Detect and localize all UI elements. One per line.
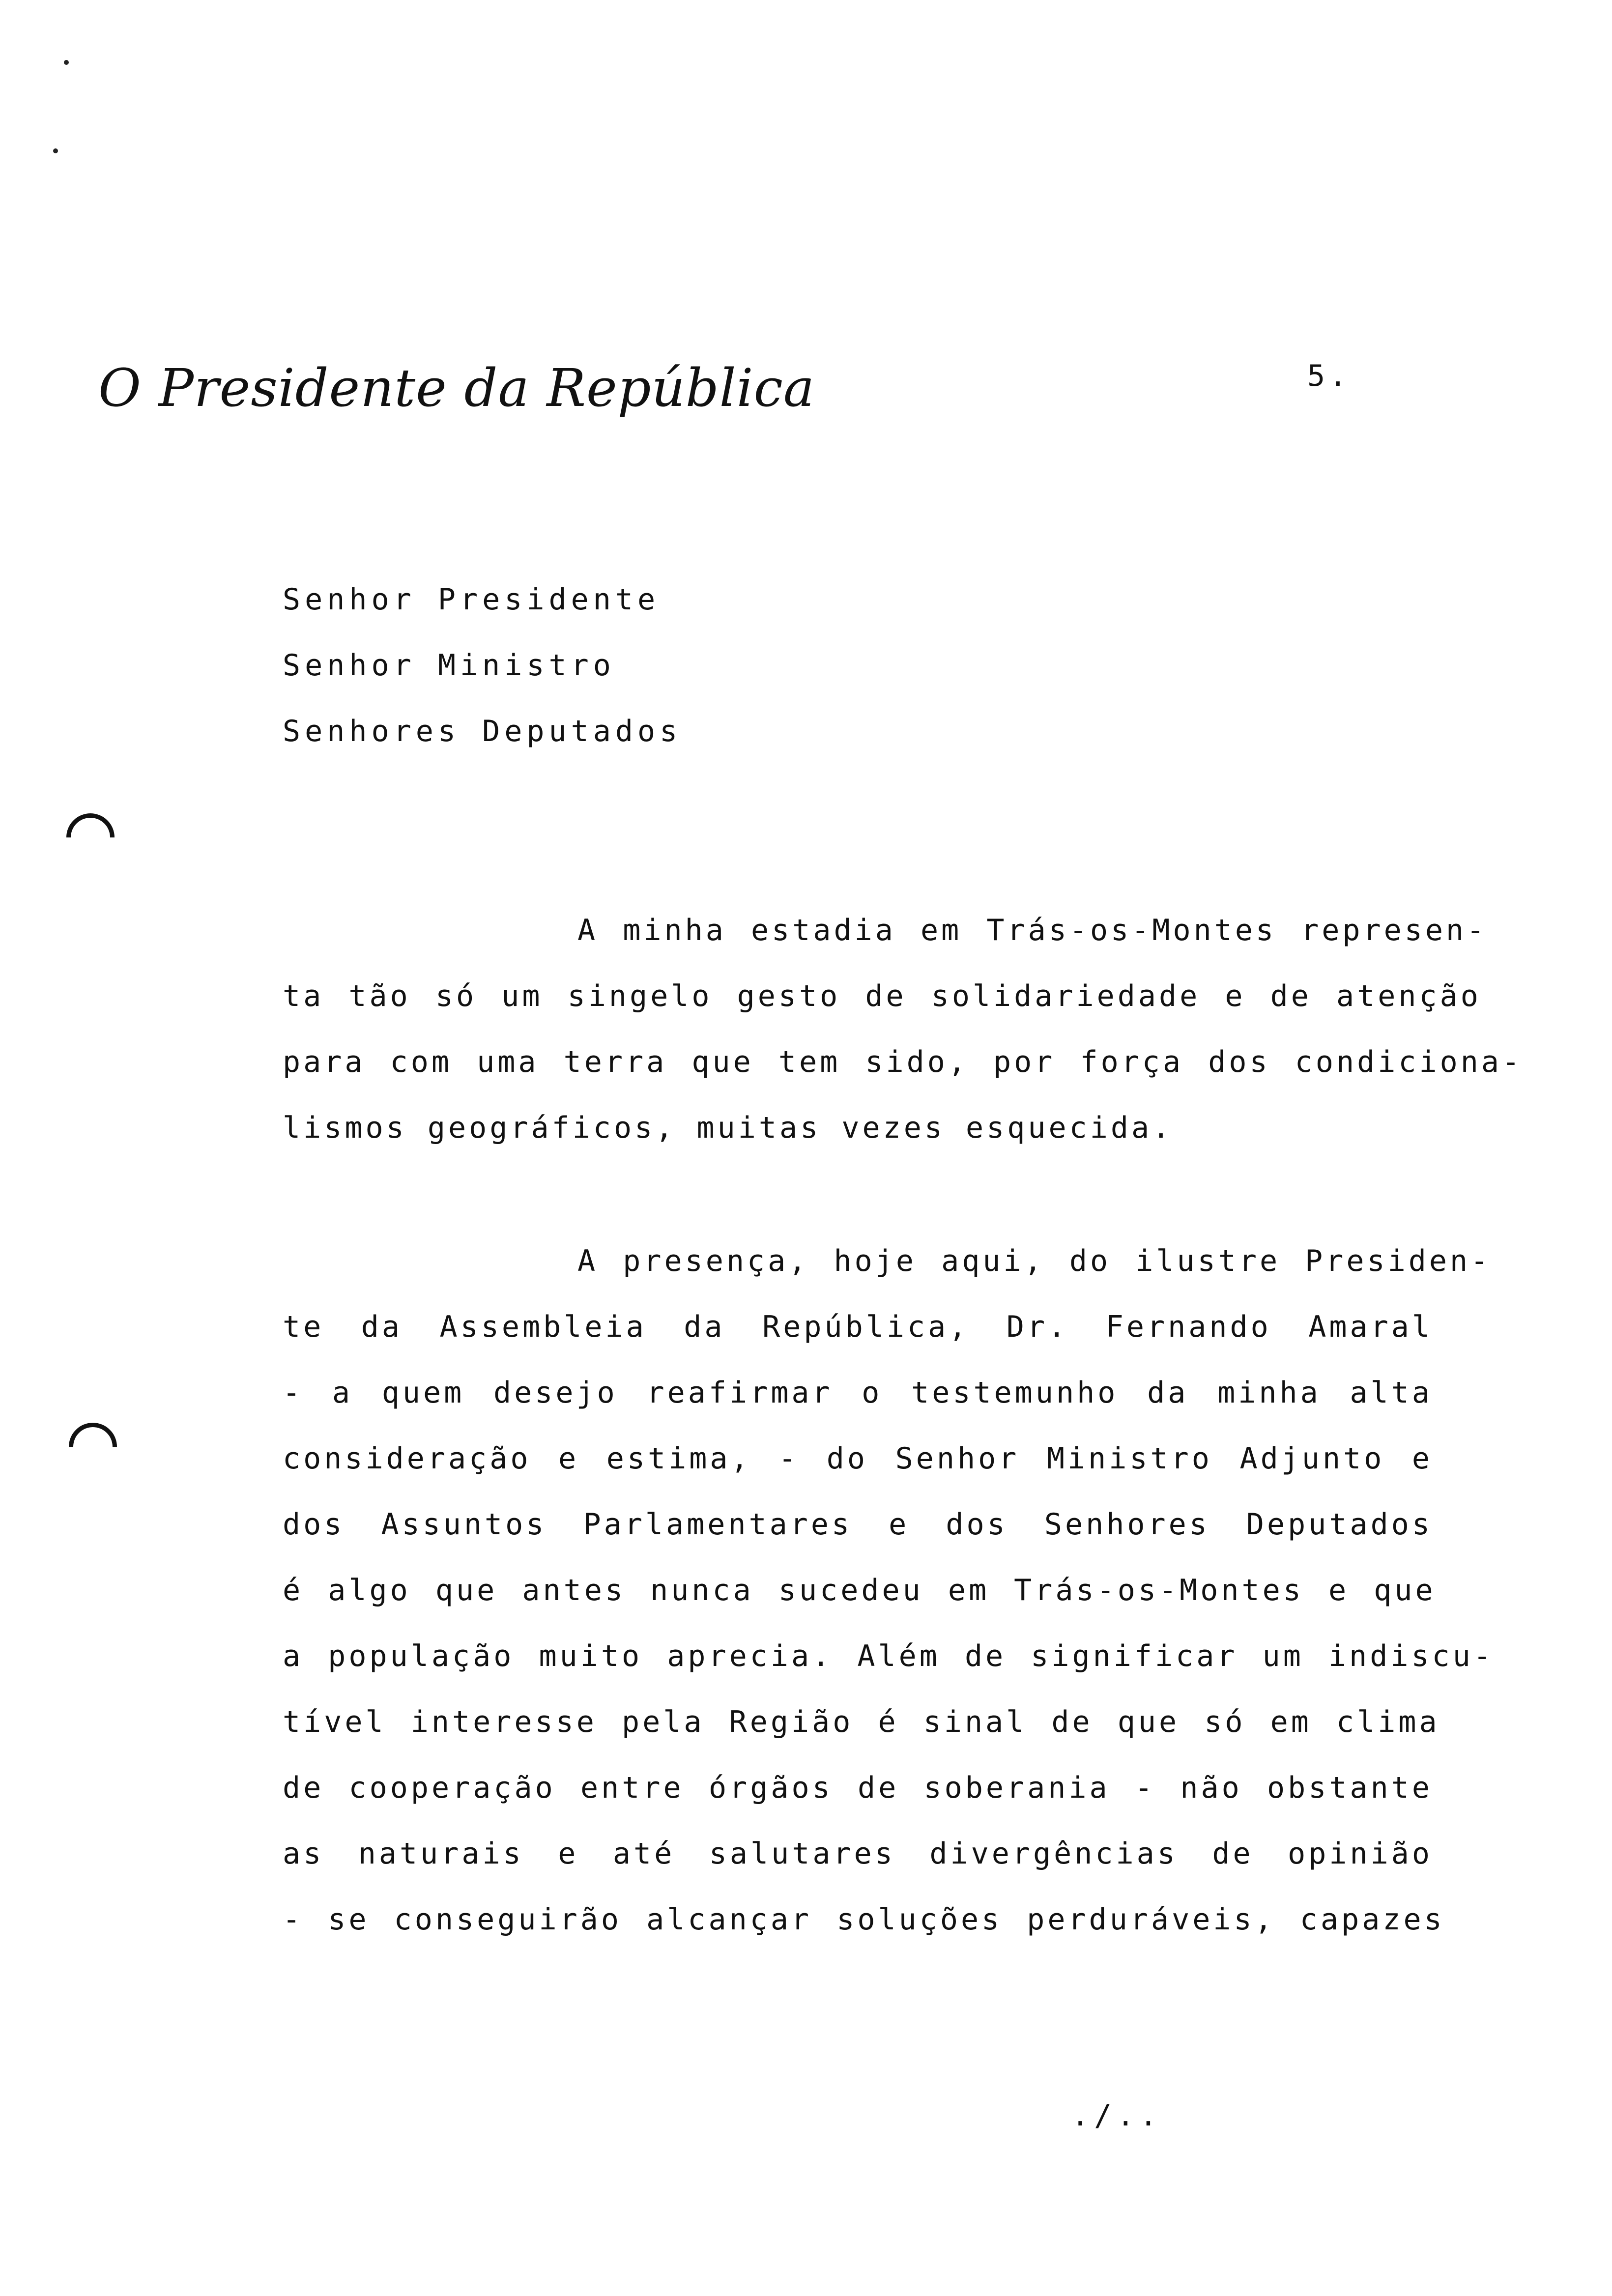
scan-speck <box>64 60 69 65</box>
paragraph-line: é algo que antes nunca sucedeu em Trás-os-Montes e que <box>283 1573 1436 1607</box>
continuation-mark: ./.. <box>1071 2098 1162 2133</box>
paragraph-line: - a quem desejo reafirmar o testemunho da minha alta <box>283 1376 1433 1410</box>
punch-hole-mark <box>57 804 125 872</box>
paragraph-line: para com uma terra que tem sido, por força dos condiciona- <box>283 1045 1523 1079</box>
paragraph-line: consideração e estima, - do Senhor Ministro Adjunto e <box>283 1441 1433 1476</box>
scan-speck <box>53 148 58 153</box>
paragraph-line: A minha estadia em Trás-os-Montes represen- <box>577 913 1488 947</box>
paragraph-line: dos Assuntos Parlamentares e dos Senhores Deputados <box>283 1507 1433 1542</box>
paragraph-line: as naturais e até salutares divergências de opinião <box>283 1837 1433 1871</box>
paragraph-line: a população muito aprecia. Além de significar um indiscu- <box>283 1639 1495 1673</box>
letterhead-title: O Presidente da República <box>98 358 815 418</box>
paragraph-line: A presença, hoje aqui, do ilustre Presiden- <box>577 1244 1492 1278</box>
page-number: 5. <box>1307 359 1351 393</box>
punch-hole-mark <box>59 1413 127 1481</box>
salutation-line: Senhor Ministro <box>283 648 615 683</box>
salutation-line: Senhor Presidente <box>283 582 660 617</box>
paragraph-2 <box>283 1241 1495 1966</box>
paragraph-line: - se conseguirão alcançar soluções perduráveis, capazes <box>283 1902 1445 1937</box>
paragraph-line: lismos geográficos, muitas vezes esquecida. <box>283 1111 1173 1145</box>
paragraph-line: tível interesse pela Região é sinal de que só em clima <box>283 1705 1440 1739</box>
paragraph-1 <box>283 911 1523 1174</box>
paragraph-line: de cooperação entre órgãos de soberania - não obstante <box>283 1771 1433 1805</box>
salutation-block <box>283 580 682 777</box>
paragraph-line: ta tão só um singelo gesto de solidariedade e de atenção <box>283 979 1481 1013</box>
salutation-line: Senhores Deputados <box>283 714 682 748</box>
paragraph-line: te da Assembleia da República, Dr. Fernando Amaral <box>283 1310 1433 1344</box>
